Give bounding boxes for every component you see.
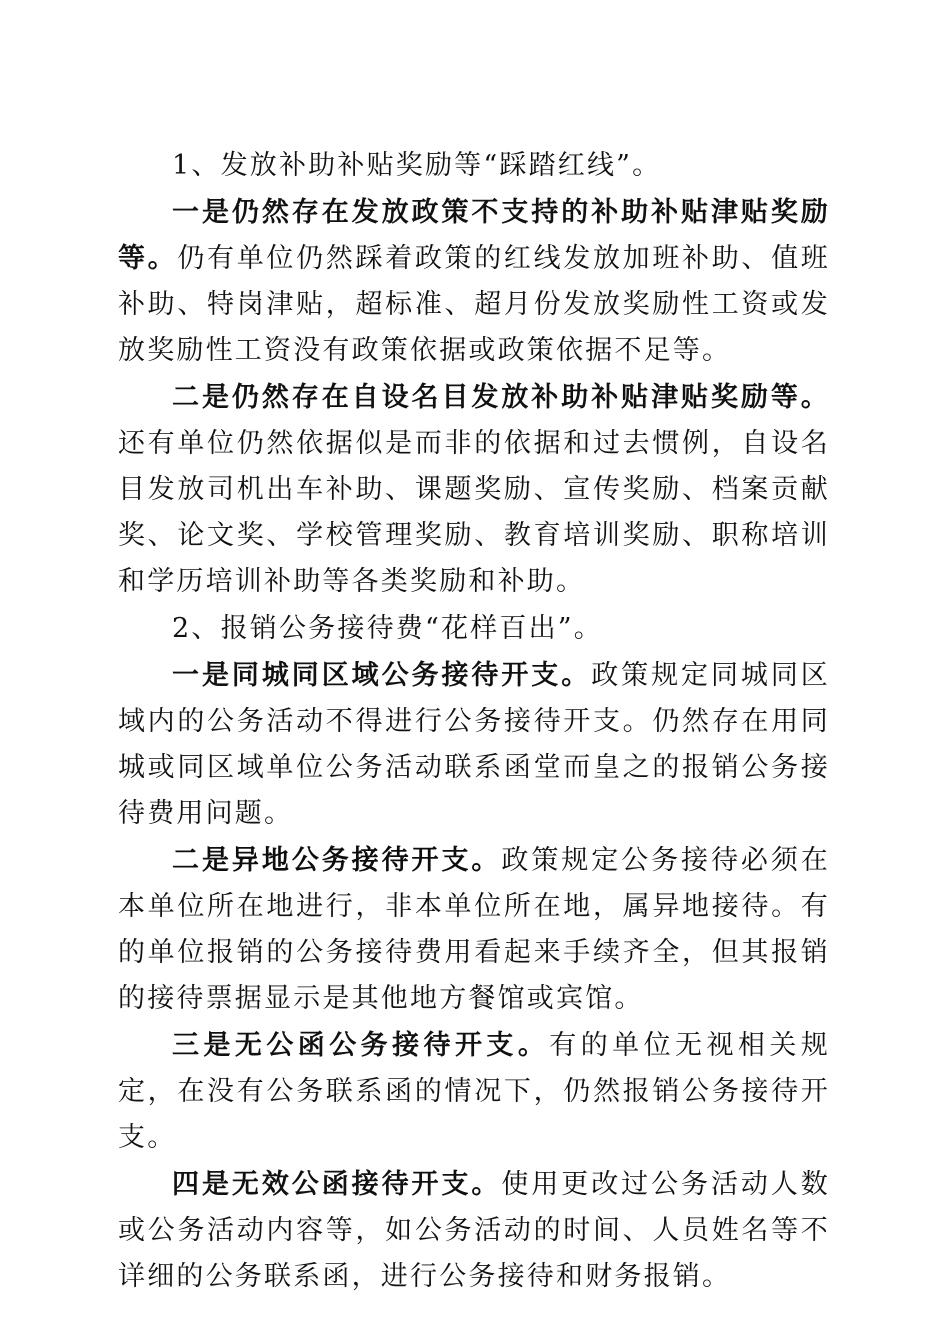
paragraph-2-3-text: 有的单位无视相关规定，在没有公务联系函的情况下，仍然报销公务接待开支。 [118,1030,830,1153]
paragraph-2-3 [118,1023,830,1161]
paragraph-1-1-lead: 一是仍然存在发放政策不支持的补助补贴津贴奖励等。 [118,197,830,274]
paragraph-2-2 [118,838,830,1022]
paragraph-2-3-lead: 三是无公函公务接待开支。 [172,1030,550,1061]
paragraph-2-4 [118,1162,830,1300]
section-heading-2-text: 2、报销公务接待费“花样百出”。 [172,613,603,644]
paragraph-2-1-text: 政策规定同城同区域内的公务活动不得进行公务接待开支。仍然存在用同城或同区域单位公务活动联系函堂而皇之的报销公务接待费用问题。 [118,660,830,829]
paragraph-2-4-text: 使用更改过公务活动人数或公务活动内容等，如公务活动的时间、人员姓名等不详细的公务联系函，进行公务接待和财务报销。 [118,1169,831,1292]
section-heading-1-text: 1、发放补助补贴奖励等“踩踏红线”。 [172,150,662,181]
paragraph-1-2-text: 还有单位仍然依据似是而非的依据和过去惯例，自设名目发放司机出车补助、课题奖励、宣传奖励、档案贡献奖、论文奖、学校管理奖励、教育培训奖励、职称培训和学历培训补助等各类奖励和补助。 [118,428,830,597]
paragraph-2-4-lead: 四是无效公函接待开支。 [172,1169,502,1200]
paragraph-1-1-text: 仍有单位仍然踩着政策的红线发放加班补助、值班补助、特岗津贴，超标准、超月份发放奖励性工资或发放奖励性工资没有政策依据或政策依据不足等。 [118,243,830,366]
paragraph-2-1-lead: 一是同城同区域公务接待开支。 [172,660,592,691]
section-heading-2 [118,606,830,652]
paragraph-2-2-lead: 二是异地公务接待开支。 [172,845,502,876]
paragraph-2-2-text: 政策规定公务接待必须在本单位所在地进行，非本单位所在地，属异地接待。有的单位报销的公务接待费用看起来手续齐全，但其报销的接待票据显示是其他地方餐馆或宾馆。 [118,845,831,1014]
paragraph-1-2 [118,375,830,605]
paragraph-2-1 [118,653,830,837]
paragraph-1-2-lead: 二是仍然存在自设名目发放补助补贴津贴奖励等。 [172,382,830,413]
document-body [118,143,830,1300]
section-heading-1 [118,143,830,189]
paragraph-1-1 [118,190,830,374]
